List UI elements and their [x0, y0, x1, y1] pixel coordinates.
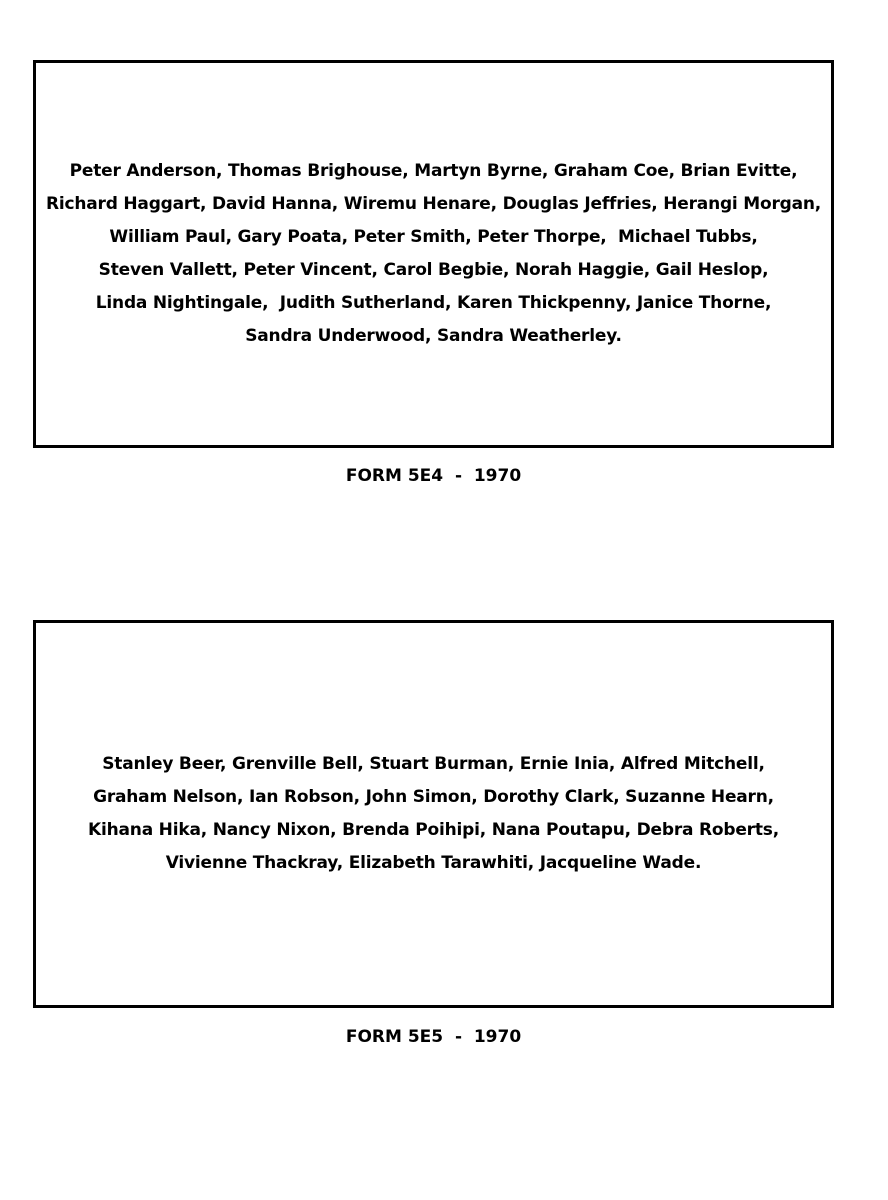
name-line: Kihana Hika, Nancy Nixon, Brenda Poihipi, Nana Poutapu, Debra Roberts, [88, 820, 779, 840]
name-line: Graham Nelson, Ian Robson, John Simon, Dorothy Clark, Suzanne Hearn, [93, 787, 774, 807]
form-5e4-names [34, 155, 833, 353]
form-5e4-caption: FORM 5E4 - 1970 [345, 466, 522, 486]
name-line: William Paul, Gary Poata, Peter Smith, Peter Thorpe, Michael Tubbs, [109, 227, 758, 247]
form-5e5-names-box [33, 620, 834, 1008]
form-5e4-names-box [33, 60, 834, 448]
name-line: Sandra Underwood, Sandra Weatherley. [245, 326, 622, 346]
form-5e5-names [76, 748, 791, 880]
name-line: Peter Anderson, Thomas Brighouse, Martyn Byrne, Graham Coe, Brian Evitte, [69, 161, 798, 181]
name-line: Richard Haggart, David Hanna, Wiremu Henare, Douglas Jeffries, Herangi Morgan, [45, 194, 822, 214]
name-line: Linda Nightingale, Judith Sutherland, Karen Thickpenny, Janice Thorne, [95, 293, 772, 313]
form-5e5-caption: FORM 5E5 - 1970 [345, 1027, 522, 1047]
name-line: Stanley Beer, Grenville Bell, Stuart Burman, Ernie Inia, Alfred Mitchell, [102, 754, 765, 774]
name-line: Vivienne Thackray, Elizabeth Tarawhiti, Jacqueline Wade. [165, 853, 702, 873]
name-line: Steven Vallett, Peter Vincent, Carol Begbie, Norah Haggie, Gail Heslop, [98, 260, 769, 280]
